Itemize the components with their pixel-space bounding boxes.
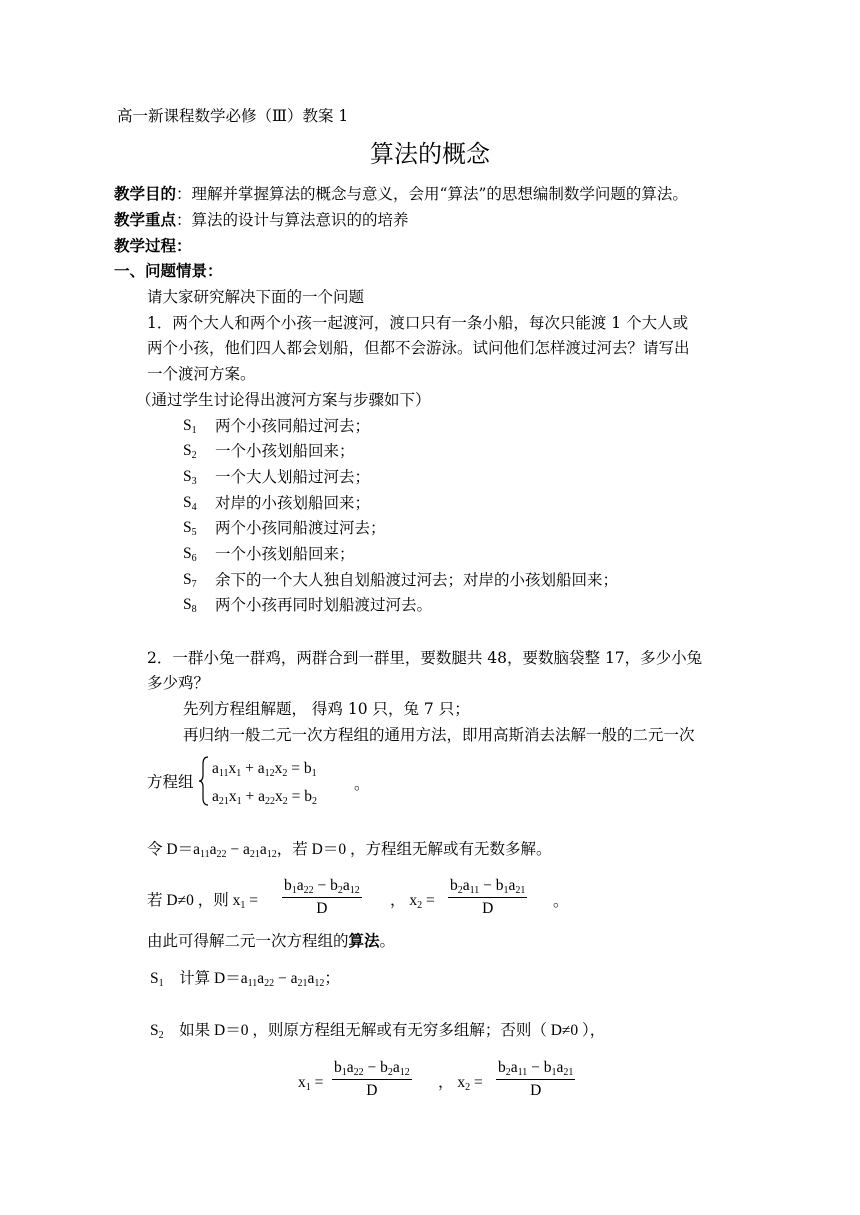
key-label: 教学重点	[114, 210, 177, 229]
goal-label: 教学目的	[114, 184, 177, 203]
step-index: 7	[191, 579, 197, 590]
result-x1-fraction: $\frac{b_1a_{22} - b_2a_{12}}{D}$	[334, 1059, 410, 1099]
step-text: 一个大人划船过河去；	[215, 468, 371, 486]
step-label: $S_1$	[183, 417, 197, 436]
key-line	[114, 210, 409, 230]
solve-line: 再归纳一般二元一次方程组的通用方法，即用高斯消去法解一般的二元一次	[183, 726, 695, 744]
step-text: 两个小孩同船过河去；	[215, 417, 371, 435]
step-index: 2	[191, 450, 197, 461]
discussion-line: （通过学生讨论得出渡河方案与步骤如下）	[136, 391, 431, 409]
goal-line	[114, 184, 688, 204]
step-label: $S_3$	[183, 468, 197, 487]
alg-s1-text: 计算 D＝a	[179, 970, 248, 987]
algorithm-step-1: $S_1$ 计算 $D=a_{11}a_{22} - a_{21}a_{12}$；	[150, 970, 340, 989]
key-text: ：算法的设计与算法意识的的培养	[176, 211, 409, 229]
step-index: 1	[191, 425, 197, 436]
step-label: $S_6$	[183, 545, 197, 564]
goal-text: ：理解并掌握算法的概念与意义，会用“算法”的思想编制数学问题的算法。	[176, 185, 688, 203]
step-text: 两个小孩再同时划船渡过河去。	[215, 596, 433, 614]
alg-intro-end: 。	[379, 932, 396, 950]
brace-icon	[198, 756, 210, 806]
alg-s2-text: 如果 D＝0 ，则原方程组无解或有无穷多组解；否则（ D≠0 ），	[179, 1022, 606, 1039]
algorithm-step-2: $S_2$ 如果 D＝0 ，则原方程组无解或有无穷多组解；否则（ D≠0 ），	[150, 1022, 606, 1041]
section-heading: 一、问题情景：	[114, 261, 223, 280]
if-prefix: 若 D≠0 ，则 x	[147, 892, 241, 909]
header-line: 高一新课程数学必修（Ⅲ）教案 1	[117, 107, 349, 125]
result-x1-label: $x_1$ =	[298, 1074, 324, 1093]
alg-keyword: 算法	[348, 931, 380, 950]
step-index: 4	[191, 502, 197, 513]
problem2-line: 多少鸡？	[147, 674, 210, 692]
equation-1: $a_{11}x_1 + a_{12}x_2 = b_1$	[212, 760, 317, 779]
x2-label: ， $x_2$ =	[390, 892, 435, 911]
x2-fraction: $\frac{b_2a_{11} - b_1a_{21}}{D}$	[450, 877, 526, 917]
problem1-line: 两个小孩，他们四人都会划船，但都不会游泳。试问他们怎样渡过河去？请写出	[147, 339, 690, 357]
if-end: 。	[553, 892, 569, 910]
step-index: 8	[191, 604, 197, 615]
system-suffix: 。	[354, 775, 370, 793]
let-text: 令 D＝a	[147, 841, 200, 858]
step-text: 余下的一个大人独自划船渡过河去；对岸的小孩划船回来；	[215, 571, 619, 589]
determinant-line: 令 $D=a_{11}a_{22} - a_{21}a_{12}$，若 D＝0 ，方程组无解或有无数多解。	[147, 841, 552, 860]
solve-line: 先列方程组解题， 得鸡 10 只，兔 7 只；	[183, 700, 470, 718]
step-label: $S_2$	[183, 442, 197, 461]
step-index: 5	[191, 527, 197, 538]
intro-line: 请大家研究解决下面的一个问题	[147, 288, 365, 306]
step-text: 对岸的小孩划船回来；	[215, 494, 371, 512]
step-index: 3	[191, 476, 197, 487]
result-x2-label: ， $x_2$ =	[438, 1074, 483, 1093]
step-label: $S_4$	[183, 494, 197, 513]
problem1-line: 1．两个大人和两个小孩一起渡河，渡口只有一条小船，每次只能渡 1 个大人或	[147, 314, 689, 332]
process-label: 教学过程：	[114, 236, 192, 255]
problem1-line: 一个渡河方案。	[147, 365, 256, 383]
system-prefix: 方程组	[147, 773, 194, 791]
if-line: 若 D≠0 ，则 $x_1$ =	[147, 892, 258, 911]
step-label: $S_5$	[183, 519, 197, 538]
x1-fraction: $\frac{b_1a_{22} - b_2a_{12}}{D}$	[284, 877, 360, 917]
problem2-line: 2．一群小兔一群鸡，两群合到一群里，要数腿共 48，要数脑袋整 17，多少小兔	[147, 649, 703, 667]
step-text: 两个小孩同船渡过河去；	[215, 519, 386, 537]
step-index: 6	[191, 553, 197, 564]
step-text: 一个小孩划船回来；	[215, 545, 355, 563]
step-label: $S_7$	[183, 571, 197, 590]
algorithm-intro	[147, 931, 395, 951]
let-condition: ，若 D＝0 ，方程组无解或有无数多解。	[276, 841, 552, 858]
step-text: 一个小孩划船回来；	[215, 442, 355, 460]
page-title: 算法的概念	[370, 140, 490, 168]
equation-2: $a_{21}x_1 + a_{22}x_2 = b_2$	[212, 788, 318, 807]
result-x2-fraction: $\frac{b_2a_{11} - b_1a_{21}}{D}$	[498, 1059, 574, 1099]
step-label: $S_8$	[183, 596, 197, 615]
alg-intro-text: 由此可得解二元一次方程组的	[147, 932, 349, 950]
